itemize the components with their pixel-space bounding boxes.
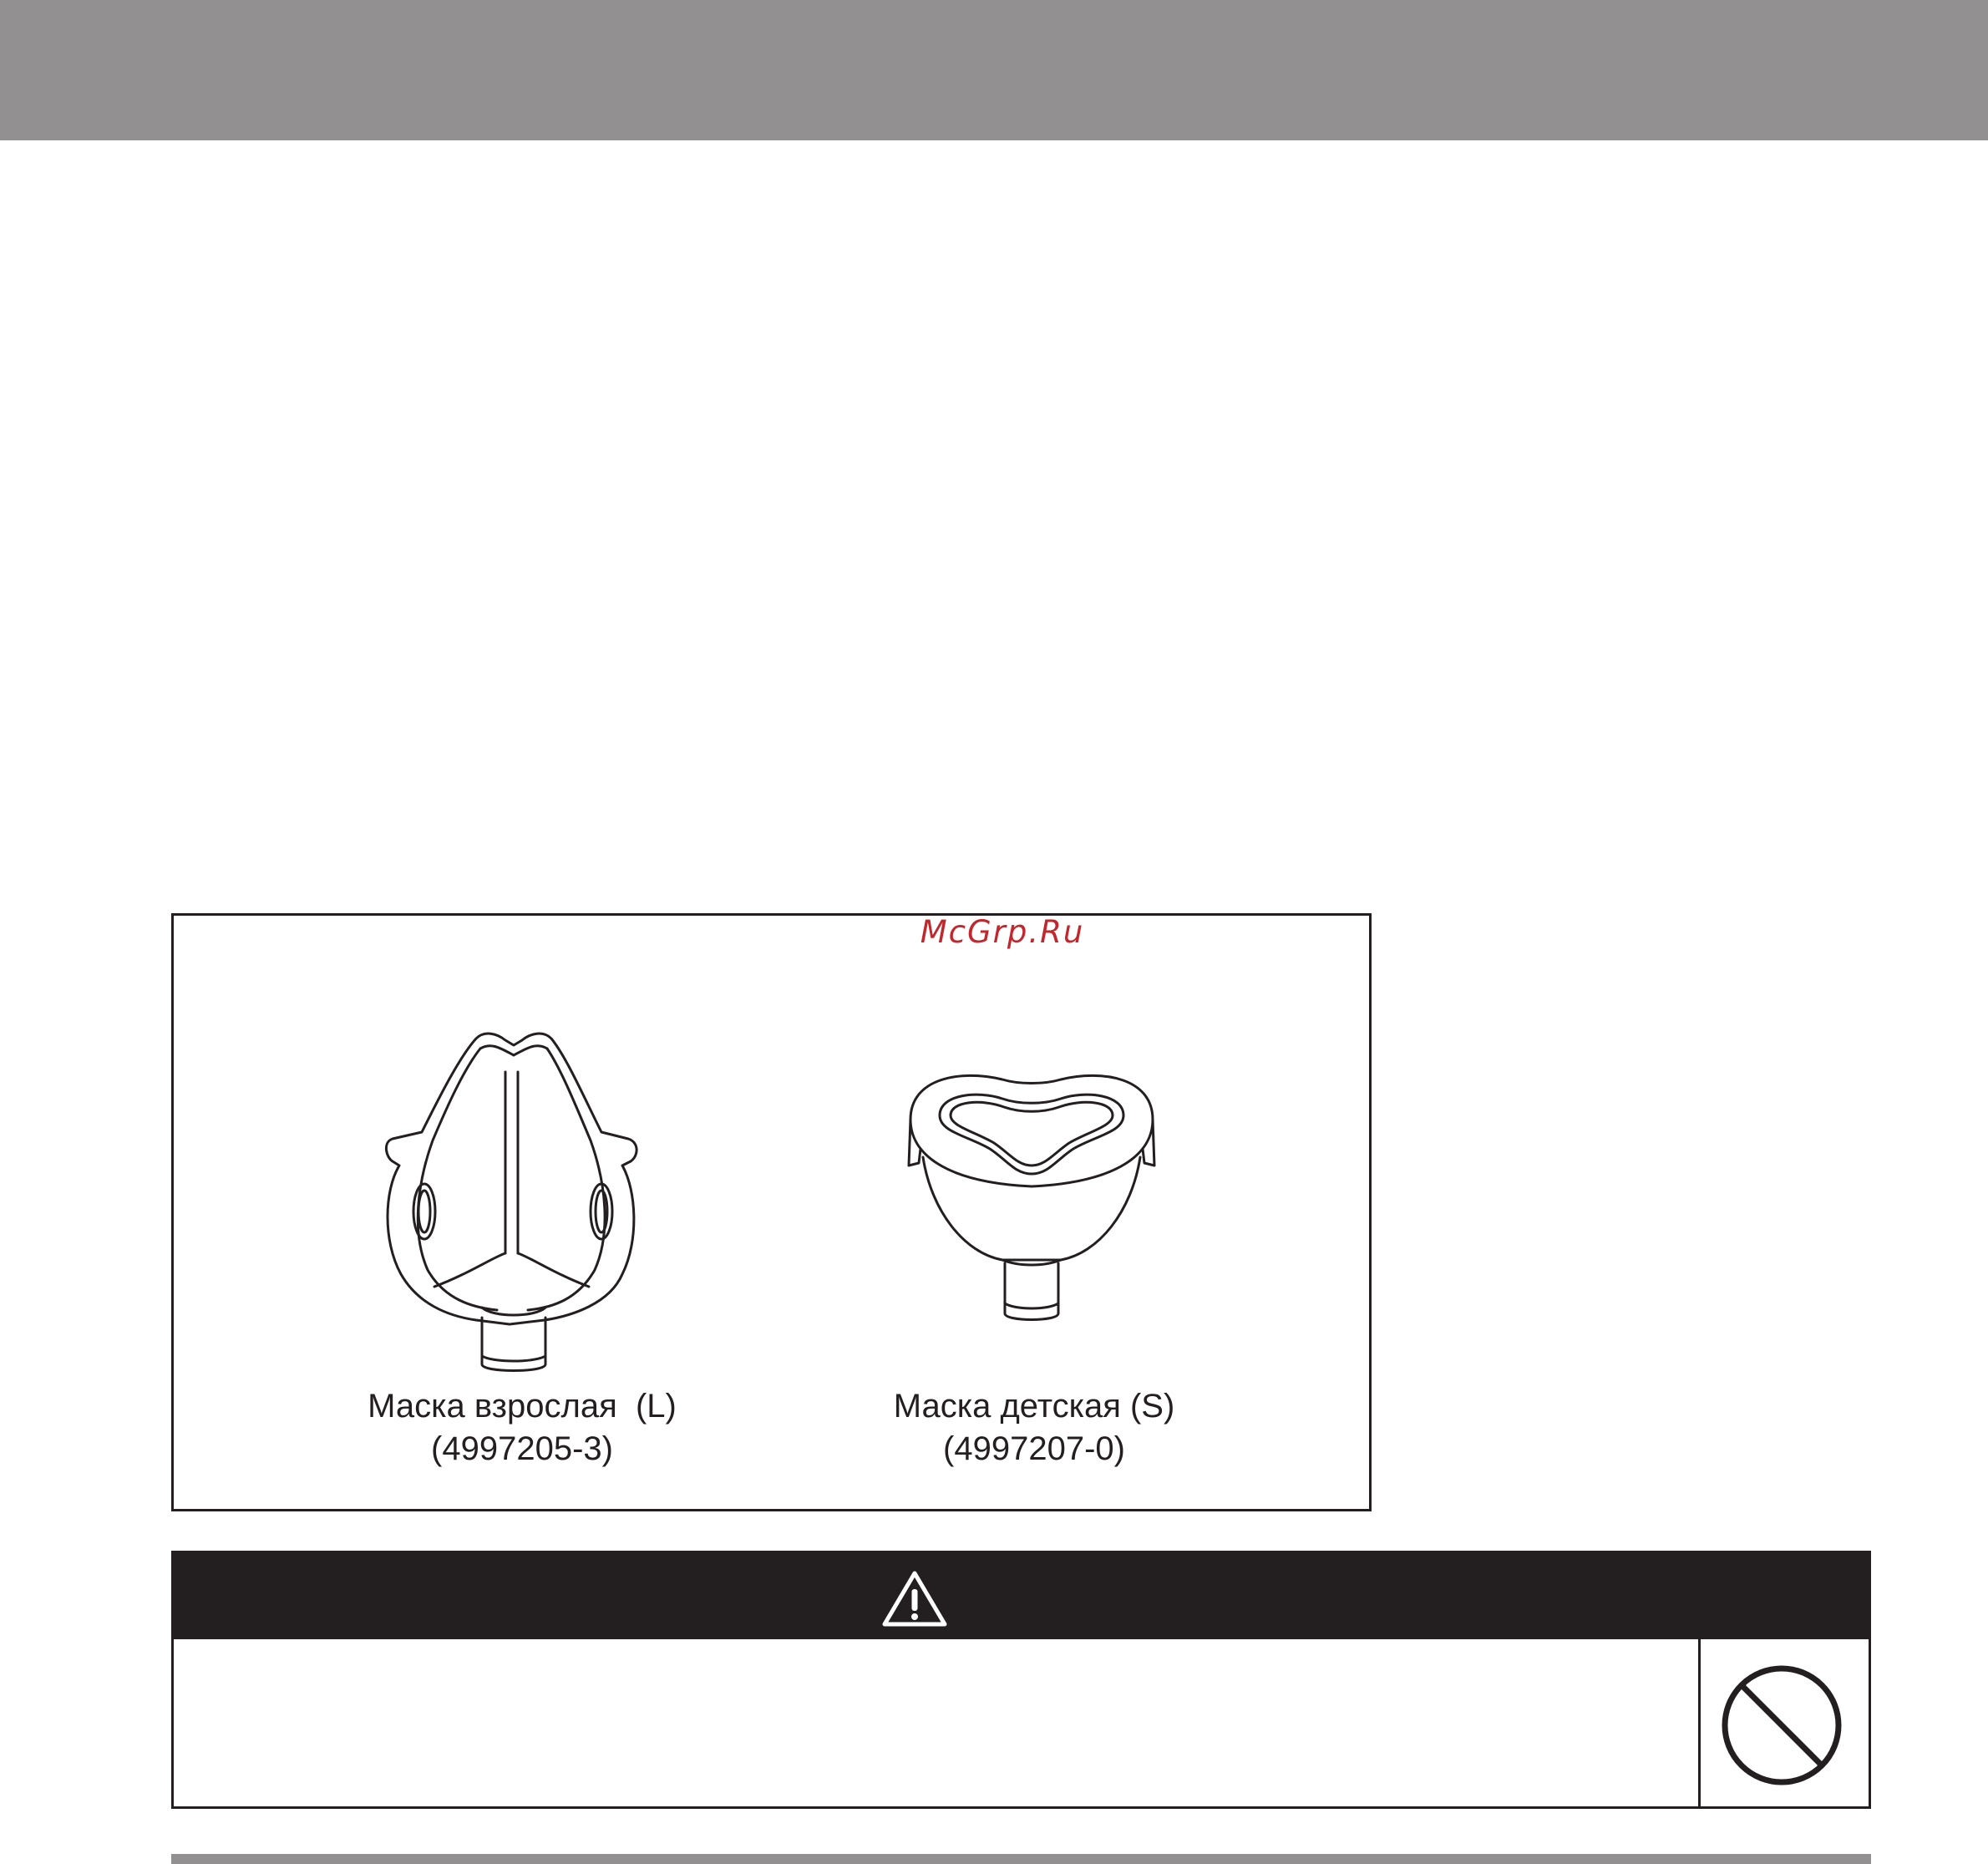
adult-mask-code: (4997205-3) — [431, 1430, 613, 1467]
footer-bar — [171, 1854, 1871, 1864]
warning-header — [171, 1551, 1871, 1639]
adult-mask-right-vent — [591, 1184, 612, 1239]
adult-mask-name: Маска взрослая (L) — [368, 1388, 677, 1425]
adult-mask-left-vent — [413, 1184, 435, 1239]
adult-mask-outline — [386, 1034, 636, 1324]
watermark: McGrp.Ru — [920, 914, 1085, 950]
child-mask-opening — [940, 1095, 1123, 1174]
adult-mask-illustration — [368, 1023, 668, 1379]
child-mask-name: Маска детская (S) — [893, 1388, 1175, 1425]
child-mask-code: (4997207-0) — [943, 1430, 1125, 1467]
adult-mask-caption — [271, 1385, 773, 1470]
child-mask-outer-rim — [910, 1075, 1153, 1186]
warning-body — [171, 1639, 1871, 1809]
header-bar — [0, 0, 1988, 140]
adult-mask-connector — [482, 1318, 545, 1371]
child-mask-illustration — [894, 1069, 1169, 1379]
warning-divider — [1698, 1639, 1701, 1809]
child-mask-connector — [1005, 1263, 1058, 1320]
child-mask-caption — [784, 1385, 1285, 1470]
warning-triangle-icon — [881, 1569, 948, 1628]
prohibition-icon — [1719, 1663, 1844, 1788]
